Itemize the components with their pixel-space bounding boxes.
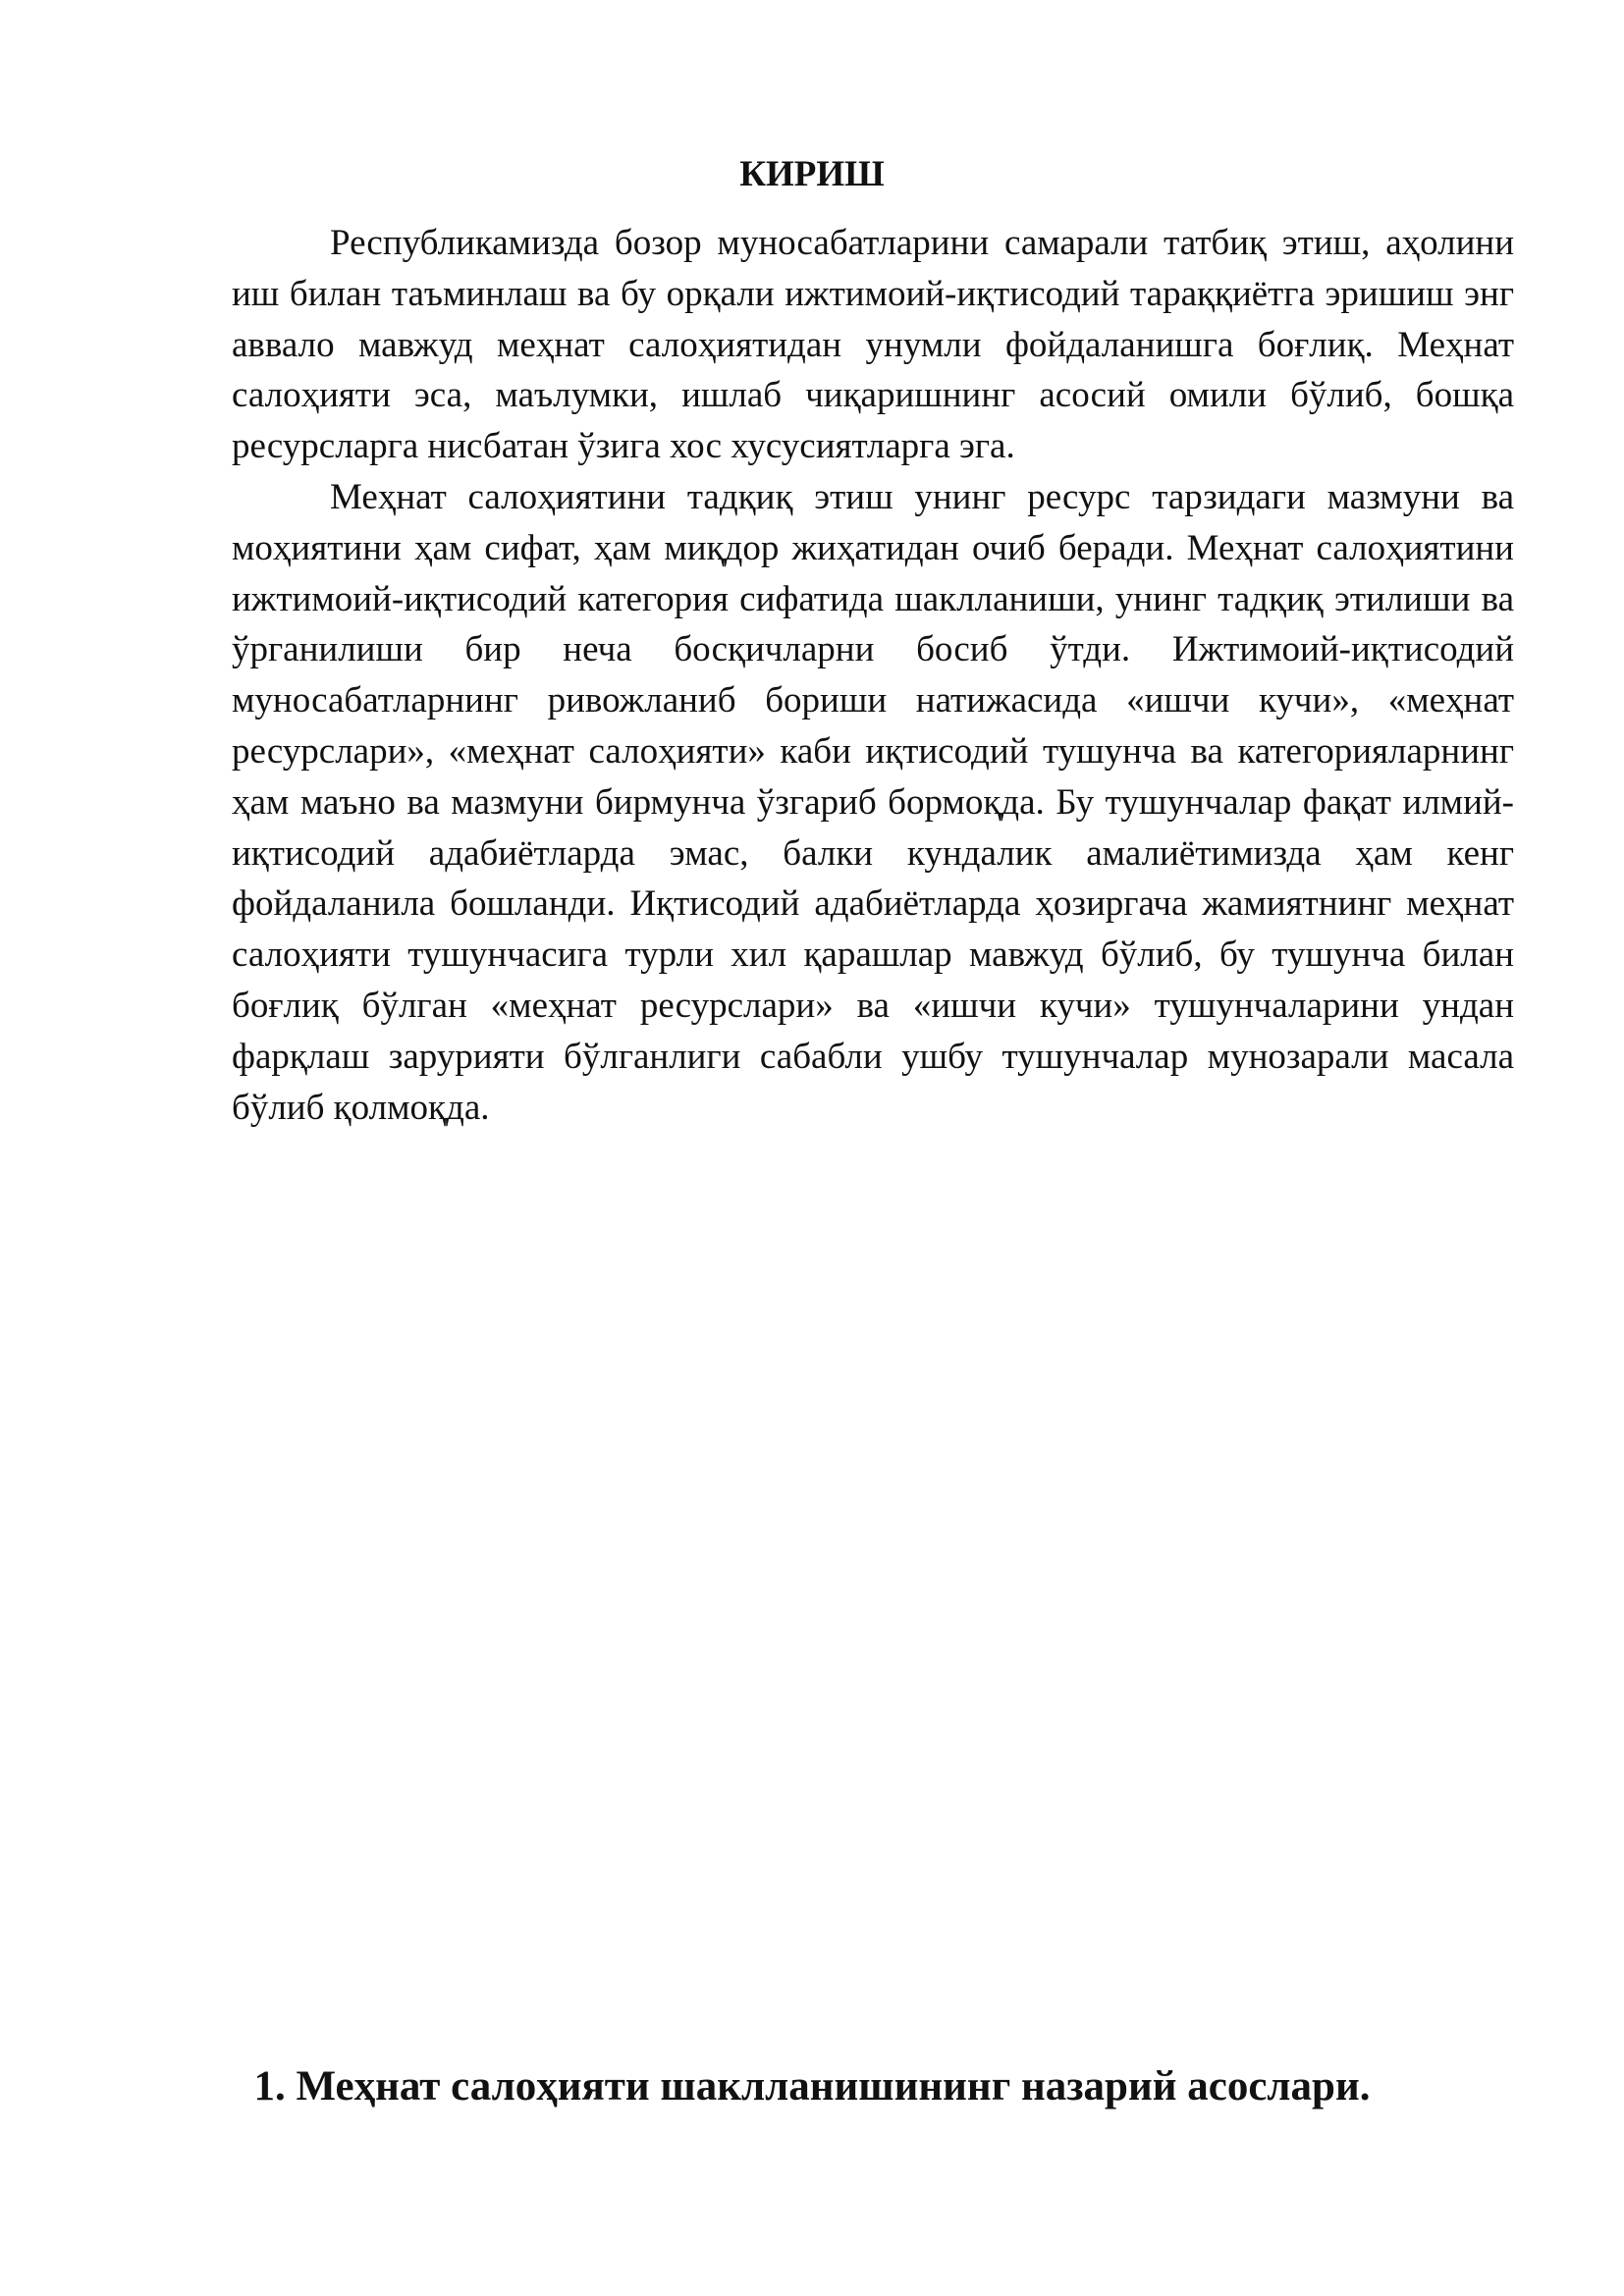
intro-paragraph-1: Республикамизда бозор муносабатларини самарали татбиқ этиш, аҳолини иш билан таъминлаш ва бу орқали ижтимоий-иқтисодий тараққиётга эришиш энг аввало мавжуд меҳнат салоҳиятидан унумли фойдаланишга боғлиқ. Меҳнат салоҳияти эса, маълумки, ишлаб чиқаришнинг асосий омили бўлиб, бошқа ресурсларга нисбатан ўзига хос хусусиятларга эга. bbox=[232, 223, 1514, 467]
intro-paragraph-2: Меҳнат салоҳиятини тадқиқ этиш унинг ресурс тарзидаги мазмуни ва моҳиятини ҳам сифат, ҳам миқдор жиҳатидан очиб беради. Меҳнат салоҳиятини ижтимоий-иқтисодий категория сифатида шаклланиши, унинг тадқиқ этилиши ва ўрганилиши бир неча босқичларни босиб ўтди. Ижтимоий-иқтисодий муносабатларнинг ривожланиб бориши натижасида «ишчи кучи», «меҳнат ресурслари», «меҳнат салоҳияти» каби иқтисодий тушунча ва категорияларнинг ҳам маъно ва мазмуни бирмунча ўзгариб бормоқда. Бу тушунчалар фақат илмий-иқтисодий адабиётларда эмас, балки кундалик амалиётимизда ҳам кенг фойдаланила бошланди. Иқтисодий адабиётларда ҳозиргача жамиятнинг меҳнат салоҳияти тушунчасига турли хил қарашлар мавжуд бўлиб, бу тушунча билан боғлиқ бўлган «меҳнат ресурслари» ва «ишчи кучи» тушунчаларини ундан фарқлаш зарурияти бўлганлиги сабабли ушбу тушунчалар мунозарали масала бўлиб қолмоқда. bbox=[232, 476, 1514, 1128]
section-heading: 1. Меҳнат салоҳияти шаклланишининг назарий асослари. bbox=[253, 2063, 1371, 2109]
intro-body bbox=[232, 218, 1514, 1133]
intro-heading: КИРИШ bbox=[739, 154, 885, 194]
